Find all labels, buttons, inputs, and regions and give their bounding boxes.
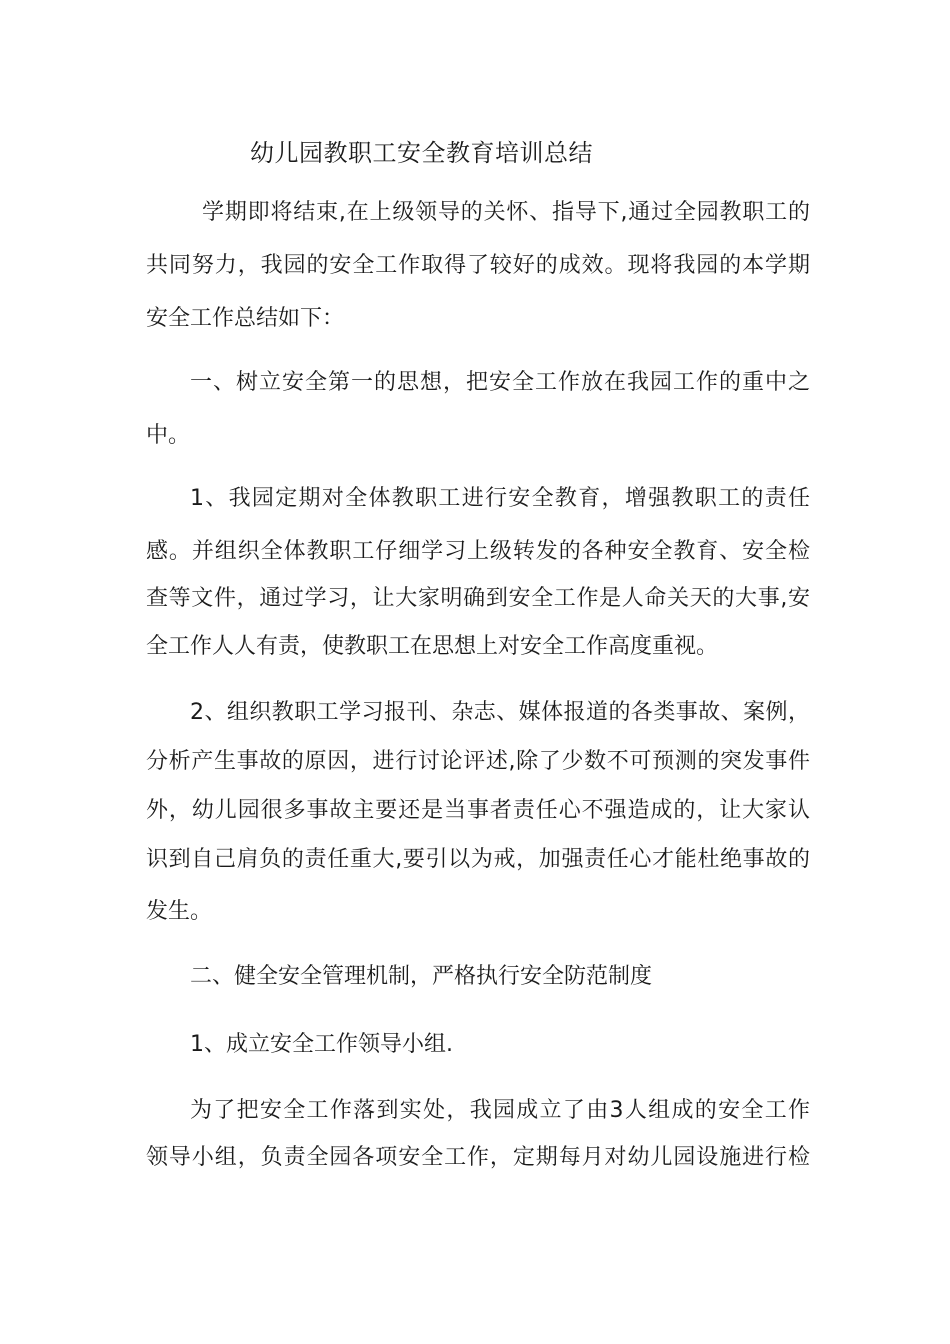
document-title: 幼儿园教职工安全教育培训总结 bbox=[250, 139, 593, 167]
paragraph-line: 学期即将结束,在上级领导的关怀、指导下,通过全园教职工的 bbox=[202, 200, 810, 225]
paragraph-line: 查等文件，通过学习，让大家明确到安全工作是人命关天的大事,安 bbox=[146, 586, 810, 611]
paragraph-line: 为了把安全工作落到实处，我园成立了由3人组成的安全工作 bbox=[190, 1098, 810, 1123]
paragraph-line: 安全工作总结如下： bbox=[146, 306, 345, 331]
paragraph-line: 领导小组，负责全园各项安全工作，定期每月对幼儿园设施进行检 bbox=[146, 1145, 810, 1170]
paragraph-line: 感。并组织全体教职工仔细学习上级转发的各种安全教育、安全检 bbox=[146, 539, 810, 564]
paragraph-line: 分析产生事故的原因，进行讨论评述,除了少数不可预测的突发事件 bbox=[146, 749, 810, 774]
section-heading-line: 中。 bbox=[146, 423, 191, 448]
paragraph-line: 1、我园定期对全体教职工进行安全教育，增强教职工的责任 bbox=[190, 486, 810, 511]
section-heading-line: 二、健全安全管理机制，严格执行安全防范制度 bbox=[190, 964, 653, 989]
paragraph-line: 共同努力，我园的安全工作取得了较好的成效。现将我园的本学期 bbox=[146, 253, 810, 278]
paragraph-line: 发生。 bbox=[146, 899, 213, 924]
paragraph-line: 识到自己肩负的责任重大,要引以为戒，加强责任心才能杜绝事故的 bbox=[146, 847, 810, 872]
section-heading-line: 一、树立安全第一的思想，把安全工作放在我园工作的重中之 bbox=[190, 370, 810, 395]
paragraph-line: 外，幼儿园很多事故主要还是当事者责任心不强造成的，让大家认 bbox=[146, 798, 810, 823]
paragraph-line: 2、组织教职工学习报刊、杂志、媒体报道的各类事故、案例， bbox=[190, 700, 810, 725]
subheading-line: 1、成立安全工作领导小组. bbox=[190, 1032, 453, 1057]
paragraph-line: 全工作人人有责，使教职工在思想上对安全工作高度重视。 bbox=[146, 634, 719, 659]
